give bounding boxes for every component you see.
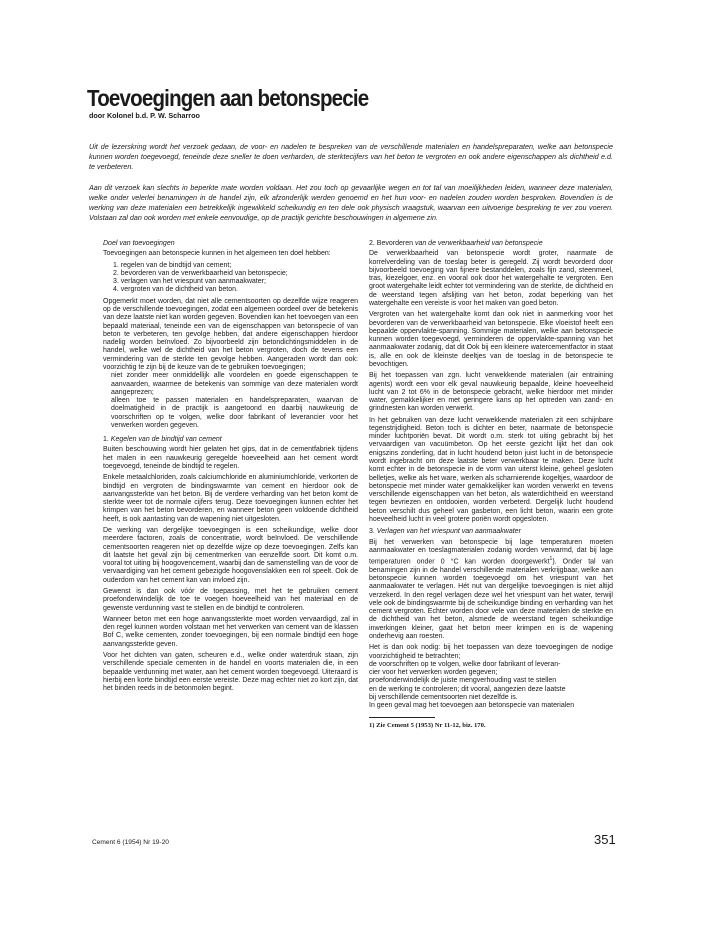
list-item: 2. bevorderen van de verwerkbaarheid van betonspecie;	[113, 269, 288, 277]
list-item: 1. regelen van de bindtijd van cement;	[113, 261, 232, 269]
section-heading-doel: Doel van toevoegingen	[103, 240, 175, 247]
section-title: Kegelen van de bindtijd van cement	[110, 436, 222, 444]
text-line: proefonderwindelijk de juiste mengverhouding vast te stellen	[369, 677, 557, 685]
paragraph: De werking van dergelijke toevoegingen is een scheikundige, welke door meerdere factoren, zoals de concentratie, wordt beïnvloed. De verschillende cementsoorten reageren niet op dezelfde wijze op deze toevoegingen. Zelfs kan dit laatste het geval zijn bij cementmerken van eenzelfde soort. Dit komt o.m. vooral tot uiting bij hoogovencement, waarbij dan de samenstelling van de voor de vervaardiging van het cement gebezigde hoogovenslakken een rol speelt. Ook de ouderdom van het cement kan van invloed zijn.	[103, 527, 358, 584]
paragraph: Opgemerkt moet worden, dat niet alle cementsoorten op dezelfde wijze reageren op de verschillende toevoegingen, zodat een algemeen oordeel over de betekenis van deze laatste niet kan worden gegeven. Bovendien kan het toevoegen van een bepaald materiaal, teneinde een van de eigenschappen van betonspecie of van beton te verbeteren, ten gevolge hebben, dat andere eigenschappen hierdoor nadelig worden beïnvloed. Zo bijvoorbeeld zijn betondichtingsmiddelen in de handel, welke wel de dichtheid van het beton vergroten, doch de tevens een vermindering van de sterkte ten gevolge hebben. Aangeraden wordt dan ook: voorzichtig te zijn bij de keuze van de te gebruiken toevoegingen;	[103, 297, 358, 371]
paragraph: Voor het dichten van gaten, scheuren e.d., welke onder waterdruk staan, zijn verschillende speciale cementen in de handel en voorts materialen die, in een bepaalde verdunning met water, aan het cement worden toegevoegd. Uiteraard is hierbij een korte bindtijd een eerste vereiste. Deze mag echter niet zo kort zijn, dat het binden reeds in de betonmolen begint.	[103, 651, 358, 693]
section-title-start: Bevorderen	[376, 240, 413, 247]
paragraph-text: ). Onder tal van benamingen zijn in de handel verschillende materialen verkrijgbaar, welke aan betonspecie kunnen worden toegevoegd om het vriespunt van het aanmaakwater te verlagen. Hét nut van dergelijke toevoegingen is niet altijd verzekerd. In den regel verlagen deze wel het vriespunt van het water, terwijl vele ook de bindingswarmte bij de scheikundige binding en verharding van het cement vergroten. Echter worden door vele van deze materialen de sterkte en de dichtheid van het beton, alsmede de weerstand tegen scheikundige inwerkingen kleiner, gaat het beton meer krimpen en is de wapening onderhevig aan roesten.	[369, 558, 613, 640]
paragraph: Wanneer beton met een hoge aanvangssterkte moet worden vervaardigd, zal in den regel kunnen worden volstaan met het verwerken van cement van de klassen Bof C, welke cementen, zonder toevoegingen, bij een normale bindtijd een hoge aanvangssterkte geven.	[103, 615, 358, 648]
article-author: door Kolonel b.d. P. W. Scharroo	[89, 111, 200, 120]
footnote-ref: 1	[549, 556, 553, 563]
advice-lines	[369, 661, 613, 711]
journal-reference: Cement 6 (1954) Nr 19-20	[92, 839, 169, 846]
section-number: 3.	[369, 528, 375, 536]
text-line: In geen geval mag het toevoegen aan betonspecie van materialen	[369, 702, 575, 710]
list-item: alleen toe te passen materialen en handelspreparaten, waarvan de doelmatigheid in de practijk is aangetoond en daarbij nauwkeurig de voorschriften op te volgen, welke door fabrikant of leverancier voor het verwerken worden gegeven.	[111, 397, 358, 429]
section-number: 2.	[369, 240, 375, 247]
paragraph: In het gebruiken van deze lucht verwekkende materialen zit een schijnbare tegenstrijdigheid. Beton toch is dichter en beter, naarmate de betonspecie minder luchtporiën bevat. Dit wordt o.m. sterk tot uiting gebracht bij het vervaardigen van vacuümbeton. Op het eerste gezicht lijkt het dan ook enigszins zonderling, dat in lucht houdend beton juist lucht in de betonspecie wordt ingebracht om deze laatste beter verwerkbaar te maken. Deze lucht komt echter in de betonspecie in de vorm van uiterst kleine, geheel gesloten belletjes, welke als het ware, werken als scharnierende kogeltjes, waardoor de betonspecie met minder water gemakkelijker kan worden verwerkt en tevens verschillende eigenschappen van het beton, als waterdichtheid en weerstand tegen bevriezen en ontdooien, worden verbeterd. Dergelijk lucht houdend beton verschilt dus geheel van gasbeton, een licht beton, waarin een grote hoeveelheid lucht in veel grotere poriën wordt opgesloten.	[369, 416, 613, 523]
paragraph-text: Bij het verwerken van betonspecie bij lage temperaturen moeten aanmaakwater en toeslagmaterialen zodanig worden verwarmd, dat bij lage temperaturen onder 0 °C kan worden doorgewerkt	[369, 538, 613, 566]
intro-paragraph-1: Uit de lezerskring wordt het verzoek gedaan, de voor- en nadelen te bespreken van de verschillende materialen en handelspreparaten, welke aan betonspecie kunnen worden toegevoegd, teneinde deze sneller te doen verharden, de sterktecijfers van het beton te vergroten en ook andere eigenschappen als dichtheid e.d. te verbeteren.	[89, 142, 613, 172]
paragraph: Gewenst is dan ook vóór de toepassing, met het te gebruiken cement proefonderwindelijk de toe te voegen hoeveelheid van het materiaal en de gewenste verdunning vast te stellen en de bindtijd te controleren.	[103, 587, 358, 612]
paragraph: Bij het toepassen van zgn. lucht verwekkende materialen (air entraining agents) wordt een voor elk geval nauwkeurig bepaalde, kleine hoeveelheid lucht van 2 tot 6% in de betonspecie gebracht, welke hierdoor met minder water, gemakkelijker en met geringere kans op het optreden van zand- en grindnesten kan worden verwerkt.	[369, 372, 613, 413]
section-title: Verlagen van het vriespunt van aanmaakwater	[376, 528, 521, 536]
section-title: van de verwerkbaarheid van betonspecie	[414, 240, 543, 247]
section-number: 1.	[103, 436, 109, 444]
list-item: 3. verlagen van het vriespunt van aanmaakwater;	[113, 278, 266, 286]
paragraph: Buiten beschouwing wordt hier gelaten het gips, dat in de cementfabriek tijdens het malen in een nauwkeurig geregelde hoeveelheid aan het cement wordt toegevoegd, teneinde de bindtijd te regelen.	[103, 446, 358, 471]
list-item: 4. vergroten van de dichtheid van beton.	[113, 286, 238, 294]
list-item: niet zonder meer onmiddellijk alle voordelen en goede eigenschappen te aanvaarden, waarmee de betekenis van sommige van deze materialen wordt aangeprezen;	[111, 372, 358, 396]
text-line: de voorschriften op te volgen, welke door fabrikant of leveran-	[369, 660, 561, 668]
paragraph: Enkele metaalchloriden, zoals calciumchloride en aluminiumchloride, verkorten de bindtijd en vergroten de bindingswarmte van cement en hierdoor ook de aanvangssterkte van het beton. Bij de verdere verharding van het beton komt de sterkte weer tot de normale cijfers terug. Deze toevoegingen kunnen echter het krimpen van het beton bevorderen, en wanneer beton geen voldoende dichtheid heeft, is ook aantasting van de wapening niet uitgesloten.	[103, 474, 358, 523]
purpose-list	[103, 262, 358, 295]
right-column	[369, 240, 613, 730]
paragraph: De verwerkbaarheid van betonspecie wordt groter, naarmate de korrelverdeling van de toeslag beter is geregeld. Zij wordt bevorderd door bijvoorbeeld toevoeging van fijnere bestanddelen, zoals fijn zand, steenmeel, tras, kiezelgoer, enz. en vooral ook door het watergehalte te vergroten. Een groot watergehalte leidt echter tot vermindering van de sterkte, de dichtheid en de weerstand tegen afslijting van het beton, zodat beperking van het watergehalte een vereiste is voor het maken van goed beton.	[369, 250, 613, 307]
section-heading-2	[369, 240, 613, 248]
advice-list	[103, 372, 358, 430]
footnote: 1) Zie Cement 5 (1953) Nr 11-12, biz. 170.	[369, 721, 486, 729]
paragraph	[369, 539, 613, 642]
text-line: bij verschillende cementsoorten niet dezelfde is.	[369, 693, 518, 701]
footnote-rule	[369, 717, 435, 718]
intro-paragraph-2: Aan dit verzoek kan slechts in beperkte mate worden voldaan. Het zou toch op gevaarlijke wegen en tot tal van moeilijkheden leiden, wanneer deze materialen, welke onder velerlei benamingen in de handel zijn, elk afzonderlijk werden genoemd en het hun voor- en nadelen zouden worden besproken. Bovendien is de werking van deze materialen een betrekkelijk ingewikkeld scheikundig en ten dele ook physisch vraagstuk, waarvan een uitvoerige bespreking te ver zou voeren. Volstaan zal dan ook worden met enkele eenvoudige, op de practijk gerichte beschouwingen in algemene zin.	[89, 183, 613, 223]
left-column	[103, 240, 358, 696]
paragraph: Het is dan ook nodig: bij het toepassen van deze toevoegingen de nodige voorzichtigheid te betrachten;	[369, 644, 613, 660]
paragraph: Toevoegingen aan betonspecie kunnen in het algemeen ten doel hebben:	[103, 250, 331, 258]
text-line: cier voor het verwerken worden gegeven;	[369, 669, 498, 677]
section-heading-1	[103, 436, 358, 444]
section-heading-3	[369, 528, 613, 536]
paragraph: Vergroten van het watergehalte komt dan ook niet in aanmerking voor het bevorderen van de verwerkbaarheid van betonspecie. Elke vloeistof heeft een bepaalde oppervlakte-spanning. Sommige materialen, welke aan betonspecie kunnen worden toegevoegd, verminderen de oppervlakte-spanning van het aanmaakwater zodanig, dat dit Ook bij een kleinere watercementfactor in staat is, alle en ook de kleinste deeltjes van de toeslag in de betonspecie te bevochtigen.	[369, 311, 613, 368]
article-title: Toevoegingen aan betonspecie	[87, 86, 369, 112]
page-number: 351	[594, 832, 616, 847]
text-line: en de werking te controleren; dit vooral, aangezien deze laatste	[369, 685, 566, 693]
